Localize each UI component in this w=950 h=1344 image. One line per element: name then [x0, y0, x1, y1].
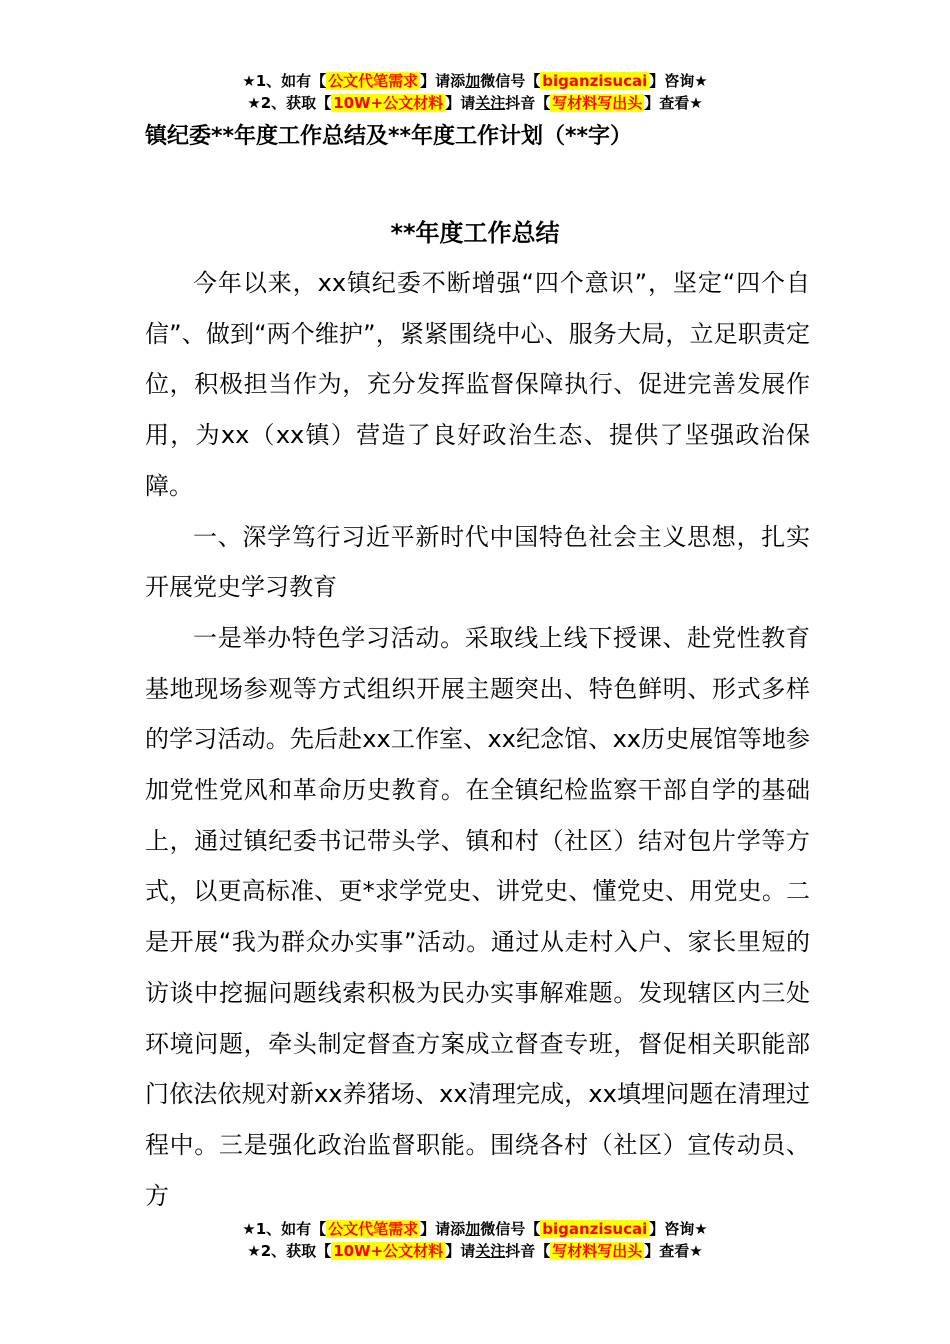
banner-highlight: 公文代笔需求 [328, 1220, 419, 1238]
banner-text: 】请添 [420, 72, 466, 90]
banner-line-2 [0, 1240, 950, 1262]
body-paragraph: 一是举办特色学习活动。采取线上线下授课、赴党性教育基地现场参观等方式组织开展主题突出、特色鲜明、形式多样的学习活动。先后赴xx工作室、xx纪念馆、xx历史展馆等地参加党性党风和革命历史教育。在全镇纪检监察干部自学的基础上，通过镇纪委书记带头学、镇和村（社区）结对包片学等方式，以更高标准、更*求学党史、讲党史、懂党史、用党史。二是开展“我为群众办实事”活动。通过从走村入户、家长里短的访谈中挖掘问题线索积极为民办实事解难题。发现辖区内三处环境问题，牵头制定督查方案成立督查专班，督促相关职能部门依法依规对新xx养猪场、xx清理完成，xx填埋问题在清理过程中。三是强化政治监督职能。围绕各村（社区）宣传动员、方 [145, 623, 810, 1210]
banner-text: 微信号【 [480, 72, 541, 90]
heading-paragraph: 一、深学笃行习近平新时代中国特色社会主义思想，扎实开展党史学习教育 [145, 522, 810, 602]
banner-highlight: biganzisucai [542, 72, 648, 90]
banner-highlight: 10W+公文材料 [333, 94, 444, 112]
banner-text: 】咨询★ [649, 1220, 708, 1238]
section-title: **年度工作总结 [390, 219, 560, 247]
banner-text: 抖音【 [505, 94, 551, 112]
document-title: 镇纪委**年度工作总结及**年度工作计划（**字） [145, 124, 633, 149]
banner-highlight: 10W+公文材料 [333, 1242, 444, 1260]
banner-text: 】查看★ [644, 1242, 703, 1260]
banner-text: ★1、如有【 [242, 72, 327, 90]
banner-highlight: 写材料写出头 [552, 94, 643, 112]
banner-underlined-text: 关注 [475, 94, 506, 112]
banner-line-1 [0, 70, 950, 92]
banner-highlight: biganzisucai [542, 1220, 648, 1238]
document-body [145, 258, 810, 1221]
banner-text: 】请添 [420, 1220, 466, 1238]
banner-line-2 [0, 92, 950, 114]
body-paragraph: 今年以来，xx镇纪委不断增强“四个意识”，坚定“四个自信”、做到“两个维护”，紧紧围绕中心、服务大局，立足职责定位，积极担当作为，充分发挥监督保障执行、促进完善发展作用，为xx（xx镇）营造了良好政治生态、提供了坚强政治保障。 [145, 269, 810, 500]
banner-line-1 [0, 1218, 950, 1240]
banner-text: ★2、获取【 [247, 94, 332, 112]
banner-text: 】咨询★ [649, 72, 708, 90]
banner-highlight: 写材料写出头 [552, 1242, 643, 1260]
banner-underlined-text: 加 [465, 1220, 481, 1238]
top-banner [0, 70, 950, 114]
banner-text: 】请 [445, 94, 476, 112]
banner-highlight: 公文代笔需求 [328, 72, 419, 90]
banner-underlined-text: 关注 [475, 1242, 506, 1260]
banner-text: ★1、如有【 [242, 1220, 327, 1238]
banner-text: 微信号【 [480, 1220, 541, 1238]
banner-text: 】查看★ [644, 94, 703, 112]
banner-text: 】请 [445, 1242, 476, 1260]
banner-text: 抖音【 [505, 1242, 551, 1260]
banner-underlined-text: 加 [465, 72, 481, 90]
banner-text: ★2、获取【 [247, 1242, 332, 1260]
bottom-banner [0, 1218, 950, 1262]
